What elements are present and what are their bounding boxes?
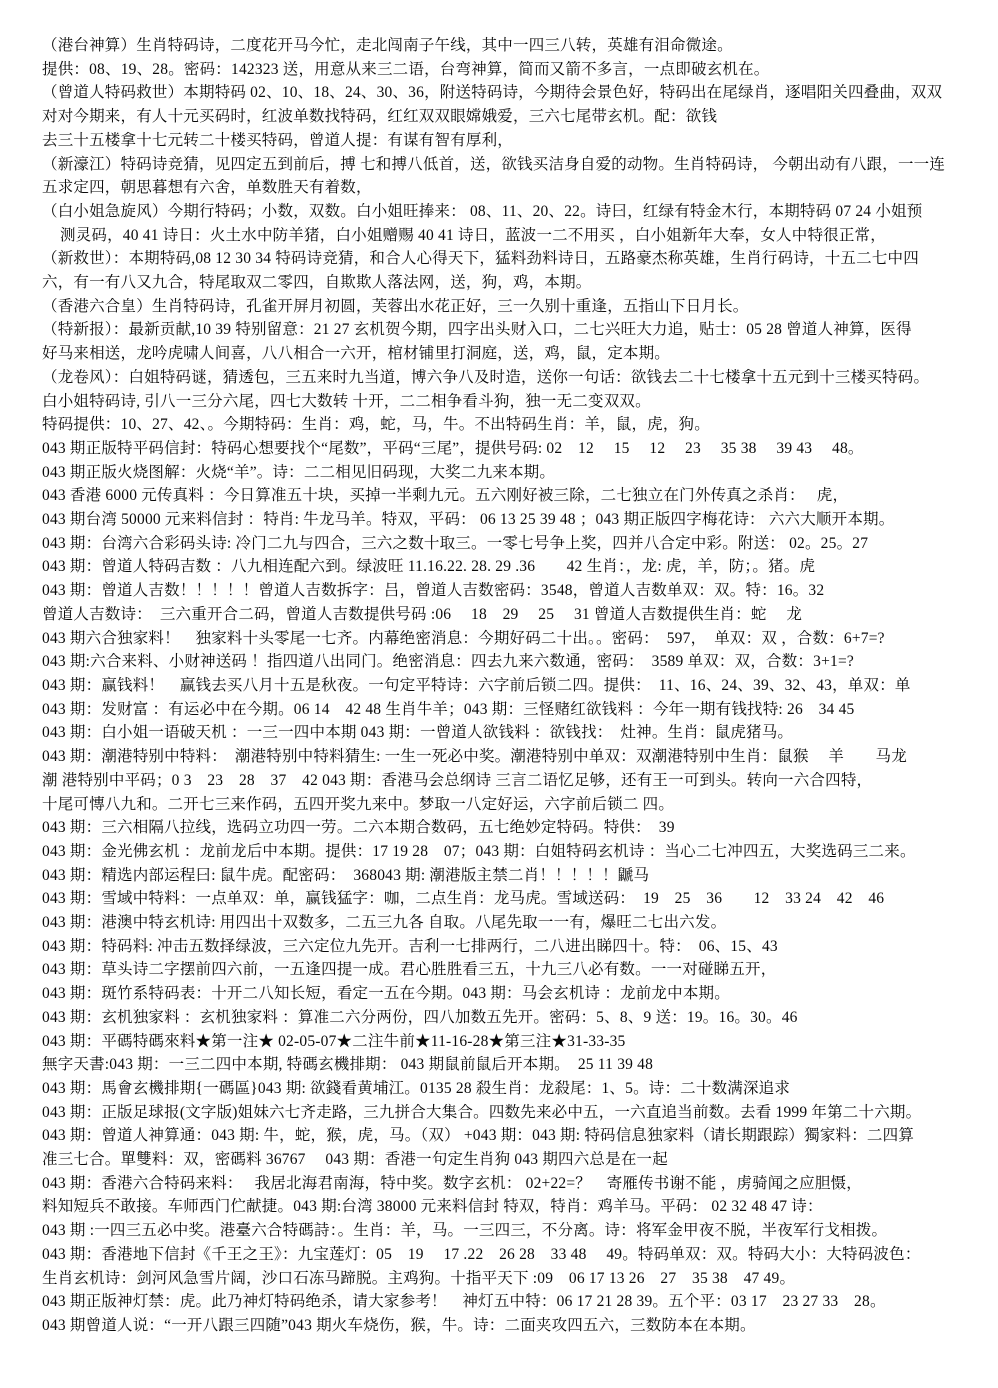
text-line: 043 期：平碼特碼來料★第一注★ 02-05-07★二注牛前★11-16-28★第三注★31-33-35: [42, 1032, 626, 1050]
text-line: 五求定四，朝思暮想有六舍，单数胜天有着数，: [42, 179, 372, 197]
text-line: 043 期：精选内部运程曰: 鼠牛虎。配密码： 368043 期: 潮港版主禁二肖！！！！！鼶马: [42, 866, 650, 884]
text-line: 043 期 :一四三五必中奖。港臺六合特碼詩：。生肖：羊，马。一三四三，不分离。诗：将军金甲夜不脱，半夜军行戈相拨。: [42, 1222, 888, 1240]
text-line: 043 期：雪域中特料：一点单双：单，赢钱猛字：咖，二点生肖：龙马虎。雪域送码： 19 25 36 12 33 24 42 46: [42, 890, 885, 908]
text-line: 生肖玄机诗：剑河风急雪片阔，沙口石冻马蹄脱。主鸡狗。十指平天下 :09 06 17 13 26 27 35 38 47 49。: [42, 1269, 796, 1287]
text-line: 043 期台湾 50000 元来料信封 ：特肖: 牛龙马羊。特双，平码： 06 13 25 39 48 ；043 期正版四字梅花诗： 六六大顺开本期。: [42, 511, 895, 529]
text-line: （新濠江）特码诗竞猜，见四定五到前后，搏 七和搏八低首，送，欲钱买洁身自爱的动物。生肖特码诗， 今朝出动有八跟，一一连: [42, 155, 946, 173]
text-line: 043 期正版神灯禁：虎。此乃神灯特码绝杀，请大家参考！ 神灯五中特：06 17 21 28 39。五个平：03 17 23 27 33 28。: [42, 1293, 886, 1311]
text-line: 043 期：三六相隔八拉线，选码立功四一劳。二六本期合数码，五七绝妙定特码。特供： 39: [42, 819, 675, 837]
text-line: （特新报）：最新贡献,10 39 特别留意：21 27 玄机贺今期，四字出头财入口，二七兴旺大力追，贴士：05 28 曾道人神算，医得: [42, 321, 912, 339]
text-line: 白小姐特码诗, 引八一三分六尾，四七大数转 十开，二二相争看斗狗，独一无二变双双。: [42, 392, 651, 410]
text-line: （龙卷风）：白姐特码谜，猜透包，三五来时九当道，博六争八及时造，送你一句话：欲钱去二十七楼拿十五元到十三楼买特码。: [42, 368, 930, 386]
text-line: 曾道人吉数诗： 三六重开合二码，曾道人吉数提供号码 :06 18 29 25 31 曾道人吉数提供生肖：蛇 龙: [42, 605, 803, 623]
text-line: 043 期：金光佛玄机 ：龙前龙后中本期。提供：17 19 28 07；043 期：白姐特码玄机诗 ：当心二七冲四五，大奖选码三二来。: [42, 842, 916, 860]
text-line: 043 期六合独家料！ 独家料十头零尾一七齐。内幕绝密消息：今期好码二十出。。密码： 597， 单双：双 ，合数：6+7=?: [42, 629, 885, 647]
text-line: 043 期：曾道人特码吉数 ：八九相连配六到。绿波旺 11.16.22. 28. 29 .36 42 生肖：，龙: 虎，羊，防；。猪。虎: [42, 558, 816, 576]
text-line: 043 期：玄机独家料 ：玄机独家料 ：算准二六分两份，四八加数五先开。密码：5、8、9 送：19。16。30。46: [42, 1008, 798, 1026]
text-line: 准三七合。單雙料：双，密碼料 36767 043 期：香港一句定生肖狗 043 期四六总是在一起: [42, 1151, 668, 1169]
text-line: 特码提供：10、27、42、。今期特码：生肖：鸡，蛇，马，牛。不出特码生肖：羊，鼠，虎，狗。: [42, 416, 710, 434]
text-line: 043 期：草头诗二字摆前四六前，一五逢四提一成。君心胜胜看三五，十九三八必有数。一一对碰睇五开，: [42, 961, 777, 979]
text-line: 043 期：赢钱料！ 赢钱去买八月十五是秋夜。一句定平特诗：六字前后锁二四。提供： 11、16、24、39、32、43，单双：单: [42, 676, 911, 694]
text-line: 043 香港 6000 元传真料 ：今日算准五十块，买掉一半剩九元。五六刚好被三除，二七独立在门外传真之杀肖： 虎，: [42, 487, 849, 505]
text-line: 043 期：香港六合特码来料： 我居北海君南海，特中奖。数字玄机： 02+22=？ 寄雁传书谢不能 ，虏骑闻之应胆慑，: [42, 1174, 862, 1192]
text-line: 043 期：香港地下信封《千王之王》：九宝莲灯：05 19 17 .22 26 28 33 48 49。特码单双：双。特码大小：大特码波色：: [42, 1245, 921, 1263]
text-line: 043 期：曾道人神算通：043 期: 牛，蛇，猴，虎，马。（双） +043 期：043 期: 特码信息独家料（请长期跟踪）獨家料：二四算: [42, 1127, 915, 1145]
text-line: 十尾可慱八九和。二开七三来作码，五四开奖九来中。梦取一八定好运，六字前后锁二 四。: [42, 795, 675, 813]
text-line: 043 期:六合来料、小财神送码 ！指四道八出同门。绝密消息：四去九来六数通，密码： 3589 单双：双，合数：3+1=?: [42, 653, 854, 671]
text-line: （白小姐急旋风）今期行特码；小数，双数。白小姐旺捧来： 08、11、20、22。诗曰，红绿有特金木行，本期特码 07 24 小姐预: [42, 202, 923, 220]
text-line: 043 期：台湾六合彩码头诗: 冷门二九与四合，三六之数十取三。一零七号争上奖，四并八合定中彩。附送： 02。25。27: [42, 534, 869, 552]
text-line: 043 期正版特平码信封：特码心想要找个“尾数”，平码“三尾”，提供号码: 02 12 15 12 23 35 38 39 43 48。: [42, 439, 864, 457]
text-line: 料知短兵不敢接。车师西门伫献捷。043 期:台湾 38000 元来料信封 特双，特肖：鸡羊马。平码： 02 32 48 47 诗：: [42, 1198, 823, 1216]
text-line: 六，有一有八又九合，特尾取双二零四，自欺欺人落法网，送，狗，鸡，本期。: [42, 274, 592, 292]
text-line: 043 期：发财富 ：有运必中在今期。06 14 42 48 生肖牛羊；043 期：三怪赌红欲钱料 ：今年一期有钱找特: 26 34 45: [42, 700, 855, 718]
text-line: （新救世）：本期特码,08 12 30 34 特码诗竞猜，和合人心得天下，猛料劲料诗日，五路豪杰称英雄，生肖行码诗，十五二七中四: [42, 250, 919, 268]
text-line: 043 期正版火烧图解：火烧“羊”。诗：二二相见旧码现，大奖二九来本期。: [42, 463, 556, 481]
text-line: 043 期：正版足球报(文字版)姐妹六七齐走路，三九拼合大集合。四数先来必中五，一六直追当前数。去看 1999 年第二十六期。: [42, 1103, 922, 1121]
text-line: 043 期：特码料: 冲击五数择绿波，三六定位九先开。吉利一七排两行，二八进出睇四十。特： 06、15、43: [42, 937, 778, 955]
text-line: 043 期曾道人说：“一开八跟三四随”043 期火车烧伤，猴，牛。诗：二面夹攻四五六，三数防本在本期。: [42, 1316, 756, 1334]
document-body: [42, 34, 958, 1338]
text-line: 043 期：馬會玄機排期{一碼區}043 期: 欲錢看黄埔江。0135 28 殺生肖：龙殺尾：1、5。诗：二十数满深追求: [42, 1079, 791, 1097]
text-line: 对对今期来，有人十元买码时，红波单数找特码，红红双双眼嫦娥爱，三六七尾带玄机。配：欲钱: [42, 108, 718, 126]
text-line: 043 期：潮港特别中特料： 潮港特别中特料猜生: 一生一死必中奖。潮港特别中单双：双潮港特别中生肖：鼠猴 羊 马龙: [42, 748, 907, 766]
text-line: 好马来相送，龙吟虎啸人间喜，八八相合一六开，棺材铺里打洞庭，送，鸡，鼠，定本期。: [42, 345, 671, 363]
text-line: 测灵码，40 41 诗日：火土水中防羊猪，白小姐赠赐 40 41 诗日，蓝波一二不用买 ，白小姐新年大奉，女人中特很正常，: [60, 226, 886, 244]
text-line: 043 期：白小姐一语破天机 ：一三一四中本期 043 期：一曾道人欲钱料 ：欲钱找： 灶神。生肖：鼠虎猪马。: [42, 724, 794, 742]
text-line: 提供：08、19、28。密码：142323 送，用意从来三二语，台弯神算，简而又箭不多言，一点即破玄机在。: [42, 60, 770, 78]
text-line: （香港六合皇）生肖特码诗，孔雀开屏月初圆，芙蓉出水花正好，三一久别十重逢，五指山下日月长。: [42, 297, 749, 315]
text-line: 043 期：斑竹系特码表：十开二八知长短，看定一五在今期。043 期：马会玄机诗 ：龙前龙中本期。: [42, 985, 730, 1003]
text-line: （港台神算）生肖特码诗，二度花开马今忙，走北闯南子午线，其中一四三八转，英雄有泪命微途。: [42, 37, 733, 54]
text-line: 去三十五楼拿十七元转二十楼买特码，曾道人提：有谋有智有厚利，: [42, 131, 514, 149]
text-line: 潮 港特别中平码；0 3 23 28 37 42 043 期：香港马会总纲诗 三言二语忆足够，还有王一可到头。转向一六合四特，: [42, 771, 873, 789]
text-line: 043 期：港澳中特玄机诗: 用四出十双数多，二五三九各 自取。八尾先取一一有，爆旺二七出六发。: [42, 914, 727, 932]
text-line: 無字天書:043 期：一三二四中本期, 特碼玄機排期： 043 期鼠前鼠后开本期。 25 11 39 48: [42, 1056, 654, 1074]
text-line: 043 期：曾道人吉数！！！！！曾道人吉数拆字：吕，曾道人吉数密码：3548，曾道人吉数单双：双。特：16。32: [42, 582, 825, 600]
text-line: （曾道人特码救世）本期特码 02、10、18、24、30、36，附送特码诗，今期待会景色好，特码出在尾绿肖，逐唱阳关四叠曲，双双: [42, 84, 943, 102]
